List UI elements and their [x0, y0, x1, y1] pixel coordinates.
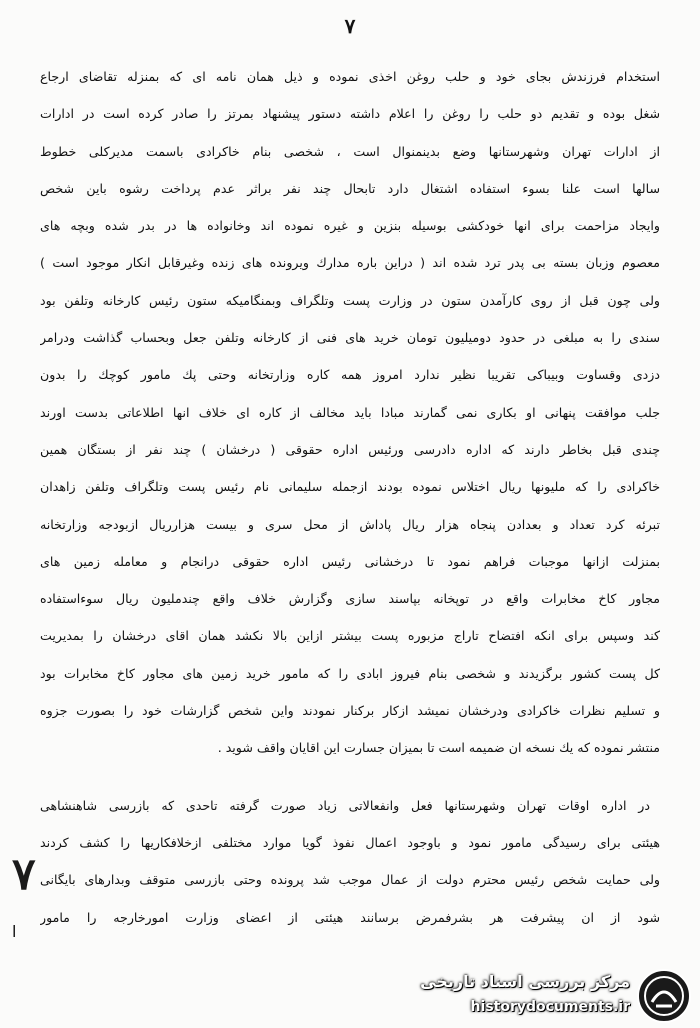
- text-line: استخدام فرزندش بجای خود و حلب روغن اخذی نموده و ذیل همان نامه ای که بمنزله تقاضای ارجاع: [40, 69, 660, 84]
- text-line: از ادارات تهران وشهرستانها وضع بدینمنوال است ، شخصی بنام خاکرادی باسمت مدیرکلی خطوط: [40, 143, 660, 159]
- text-line: کند وسپس برای انکه افتضاح تاراج مزبوره پست بیشتر ازاین بالا نکشد همان اقای درخشان را بمدیریت: [40, 628, 660, 644]
- text-line: هیئتی برای رسیدگی مامور نمود و باوجود اعمال نفوذ گویا موارد مختلفی ازخلافکاریها را کشف کردند: [40, 834, 660, 850]
- watermark-url: historydocuments.ir: [470, 999, 630, 1015]
- text-line: سندی را به مبلغی در حدود دومیلیون تومان خرید های فنی از کارخانه وتلفن جعل وبحساب گذاشت ودرامر: [40, 330, 660, 346]
- text-line: شود از ان پیشرفت هر بشرفمرض برسانند هیئتی از اعضای وزارت امورخارجه را مامور: [40, 909, 660, 925]
- text-line: ولی چون قبل از روی کارآمدن ستون در وزارت پست وتلگراف وبمنگامیکه ستون رئیس کارخانه وتلفن بود: [40, 292, 660, 308]
- margin-mark: ا: [12, 922, 17, 941]
- archive-seal-icon: [636, 968, 692, 1024]
- text-line: معصوم وزبان بسته بی پدر ترد شده اند ( دراین باره مدارك ویرونده های زنده وغیرقابل انکار موجود است ): [40, 255, 660, 271]
- text-line: وایجاد مزاحمت برای انها خودکشی بوسیله بنزین و غیره نموده اند وخانواده ها در بدر شده وبچه های: [40, 218, 660, 234]
- text-line: دزدی وقساوت وبیباکی تقریبا نظیر ندارد امروز همه کاره وزارتخانه وحتی پك مامور کوچك را بدون: [40, 367, 660, 383]
- archive-watermark: [380, 966, 700, 1028]
- text-line: در اداره اوقات تهران وشهرستانها فعل وانفعالاتی زیاد صورت گرفته تاحدی که بازرسی شاهنشاهی: [40, 797, 650, 813]
- page-number: ۷: [344, 14, 356, 38]
- text-line: شغل بوده و تقدیم دو حلب را روغن را اعلام داشته دستور پیشنهاد بمرتز را صادر کرده است در ادارات: [40, 106, 660, 122]
- text-line: سالها است علنا بسوء استفاده اشتغال دارد تابحال چند نفر براثر عدم پرداخت رشوه باین شخص: [40, 180, 660, 196]
- text-line: چندی قبل بخاطر دارند که اداره دادرسی ورئیس اداره حقوقی ( درخشان ) چند نفر از بستگان همین: [40, 441, 660, 457]
- document-body: [40, 58, 660, 936]
- text-line: تبرئه کرد تعداد و بعدادن پنجاه هزار ریال پاداش از محل سری و بیست هزارریال ازبودجه وزارتخانه: [40, 516, 660, 532]
- paragraph-number: ۷: [12, 849, 36, 900]
- text-line: بمنزلت ازانها موجبات فراهم نمود تا درخشانی رئیس اداره حقوقی درانجام و معامله زمین های: [40, 553, 660, 569]
- text-line: و تسلیم نظرات خاکرادی ودرخشان نمیشد ازکار برکنار نمودند واین شخص گزارشات خود را بصورت جزوه: [40, 703, 660, 719]
- text-line: مجاور کاخ مخابرات واقع در توپخانه بپاسند سازی وگزارش خلاف واقع چندملیون ریال سوءاستفاده: [40, 591, 660, 607]
- text-line: جلب موافقت پنهانی او بکاری نمی گمارند مبادا باید مخالف از کاره ای خلاف انها اطلاعاتی بدست اورند: [40, 404, 660, 420]
- text-line: ولی حمایت شخص رئیس محترم دولت از عمال موجب شد پرونده وحتی بازرسی متوقف وبدارهای بایگانی: [40, 872, 660, 888]
- watermark-title: مرکز بررسی اسناد تاریخی: [420, 972, 630, 991]
- text-line: خاکرادی را که ملیونها ریال اختلاس نموده بودند ازجمله سلیمانی نام رئیس پست وتلگراف وتلفن زاهدان: [40, 479, 660, 495]
- text-line: کل پست کشور برگزیدند و شخصی بنام فیروز ابادی را که مامور خرید زمین های مجاور کاخ مخابرات بود: [40, 665, 660, 681]
- text-line: منتشر نموده که یك نسخه ان ضمیمه است تا بمیزان جسارت این اقایان واقف شوید .: [217, 740, 660, 756]
